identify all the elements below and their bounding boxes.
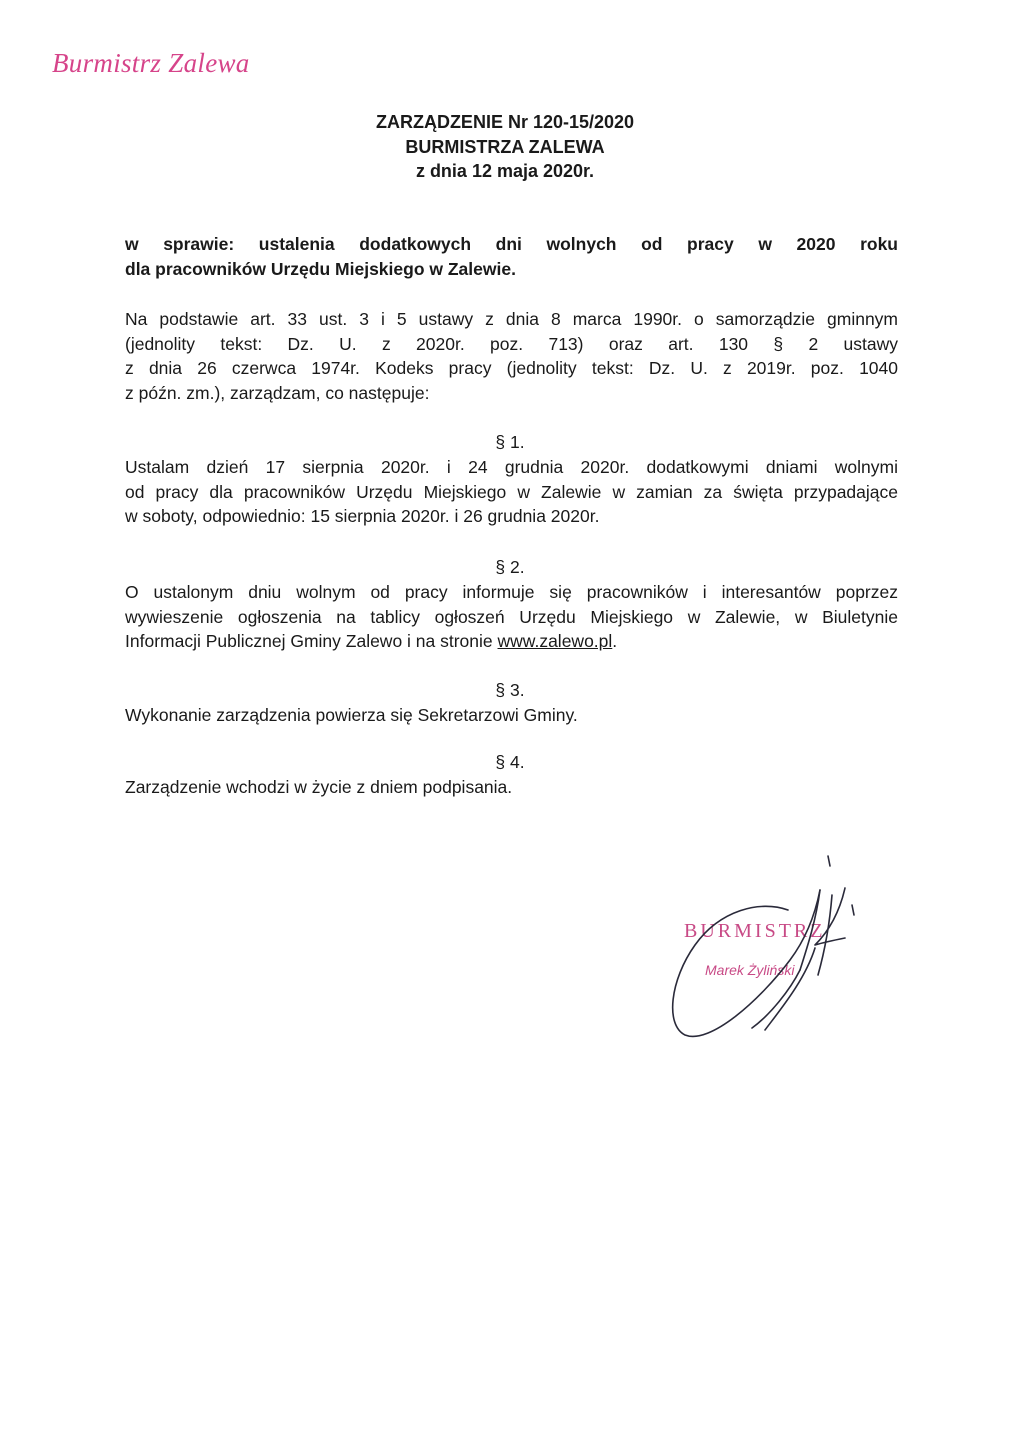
section-line: od pracy dla pracowników Urzędu Miejskiego w Zalewie w zamian za święta przypadające	[125, 481, 898, 502]
document-title: ZARZĄDZENIE Nr 120-15/2020	[375, 112, 635, 132]
section-4-mark: § 4.	[495, 752, 525, 772]
stamp-name: Marek Żyliński	[705, 962, 795, 978]
document-date: z dnia 12 maja 2020r.	[415, 161, 595, 181]
subject-line-2: dla pracowników Urzędu Miejskiego w Zalewie.	[125, 258, 516, 279]
section-line: Ustalam dzień 17 sierpnia 2020r. i 24 grudnia 2020r. dodatkowymi dniami wolnymi	[125, 457, 898, 477]
issuer: BURMISTRZA ZALEWA	[405, 136, 605, 157]
handwritten-signature	[640, 850, 900, 1070]
section-line: w soboty, odpowiednio: 15 sierpnia 2020r. i 26 grudnia 2020r.	[125, 506, 600, 526]
section-line-prefix: Informacji Publicznej Gminy Zalewo i na stronie	[125, 631, 498, 651]
subject-line-1: w sprawie: ustalenia dodatkowych dni wolnych od pracy w 2020 roku	[125, 234, 898, 254]
preamble-line: z późn. zm.), zarządzam, co następuje:	[125, 382, 430, 403]
section-line: wywieszenie ogłoszenia na tablicy ogłoszeń Urzędu Miejskiego w Zalewie, w Biuletynie	[125, 606, 898, 627]
section-line: Zarządzenie wchodzi w życie z dniem podpisania.	[125, 777, 513, 797]
section-line: O ustalonym dniu wolnym od pracy informuje się pracowników i interesantów poprzez	[125, 582, 898, 602]
section-3-text	[125, 703, 898, 728]
document-header	[0, 110, 1010, 184]
preamble-line: z dnia 26 czerwca 1974r. Kodeks pracy (jednolity tekst: Dz. U. z 2019r. poz. 1040	[125, 358, 898, 378]
preamble-line: Na podstawie art. 33 ust. 3 i 5 ustawy z dnia 8 marca 1990r. o samorządzie gminnym	[125, 309, 898, 329]
section-3-mark: § 3.	[495, 680, 525, 700]
website-link[interactable]: www.zalewo.pl	[497, 631, 613, 651]
section-line: Wykonanie zarządzenia powierza się Sekretarzowi Gminy.	[125, 705, 578, 725]
section-4-text	[125, 775, 898, 800]
section-2-mark: § 2.	[495, 557, 525, 577]
subject	[125, 232, 898, 281]
official-stamp	[640, 850, 900, 1070]
section-line-suffix: .	[612, 631, 618, 651]
section-1-text	[125, 455, 898, 529]
letterhead: Burmistrz Zalewa	[52, 48, 250, 78]
section-1-mark: § 1.	[495, 432, 525, 452]
preamble	[125, 307, 898, 405]
section-2-text	[125, 580, 898, 654]
stamp-title: BURMISTRZ	[684, 920, 826, 942]
preamble-line: (jednolity tekst: Dz. U. z 2020r. poz. 713) oraz art. 130 § 2 ustawy	[125, 333, 898, 354]
section-line	[125, 629, 898, 654]
